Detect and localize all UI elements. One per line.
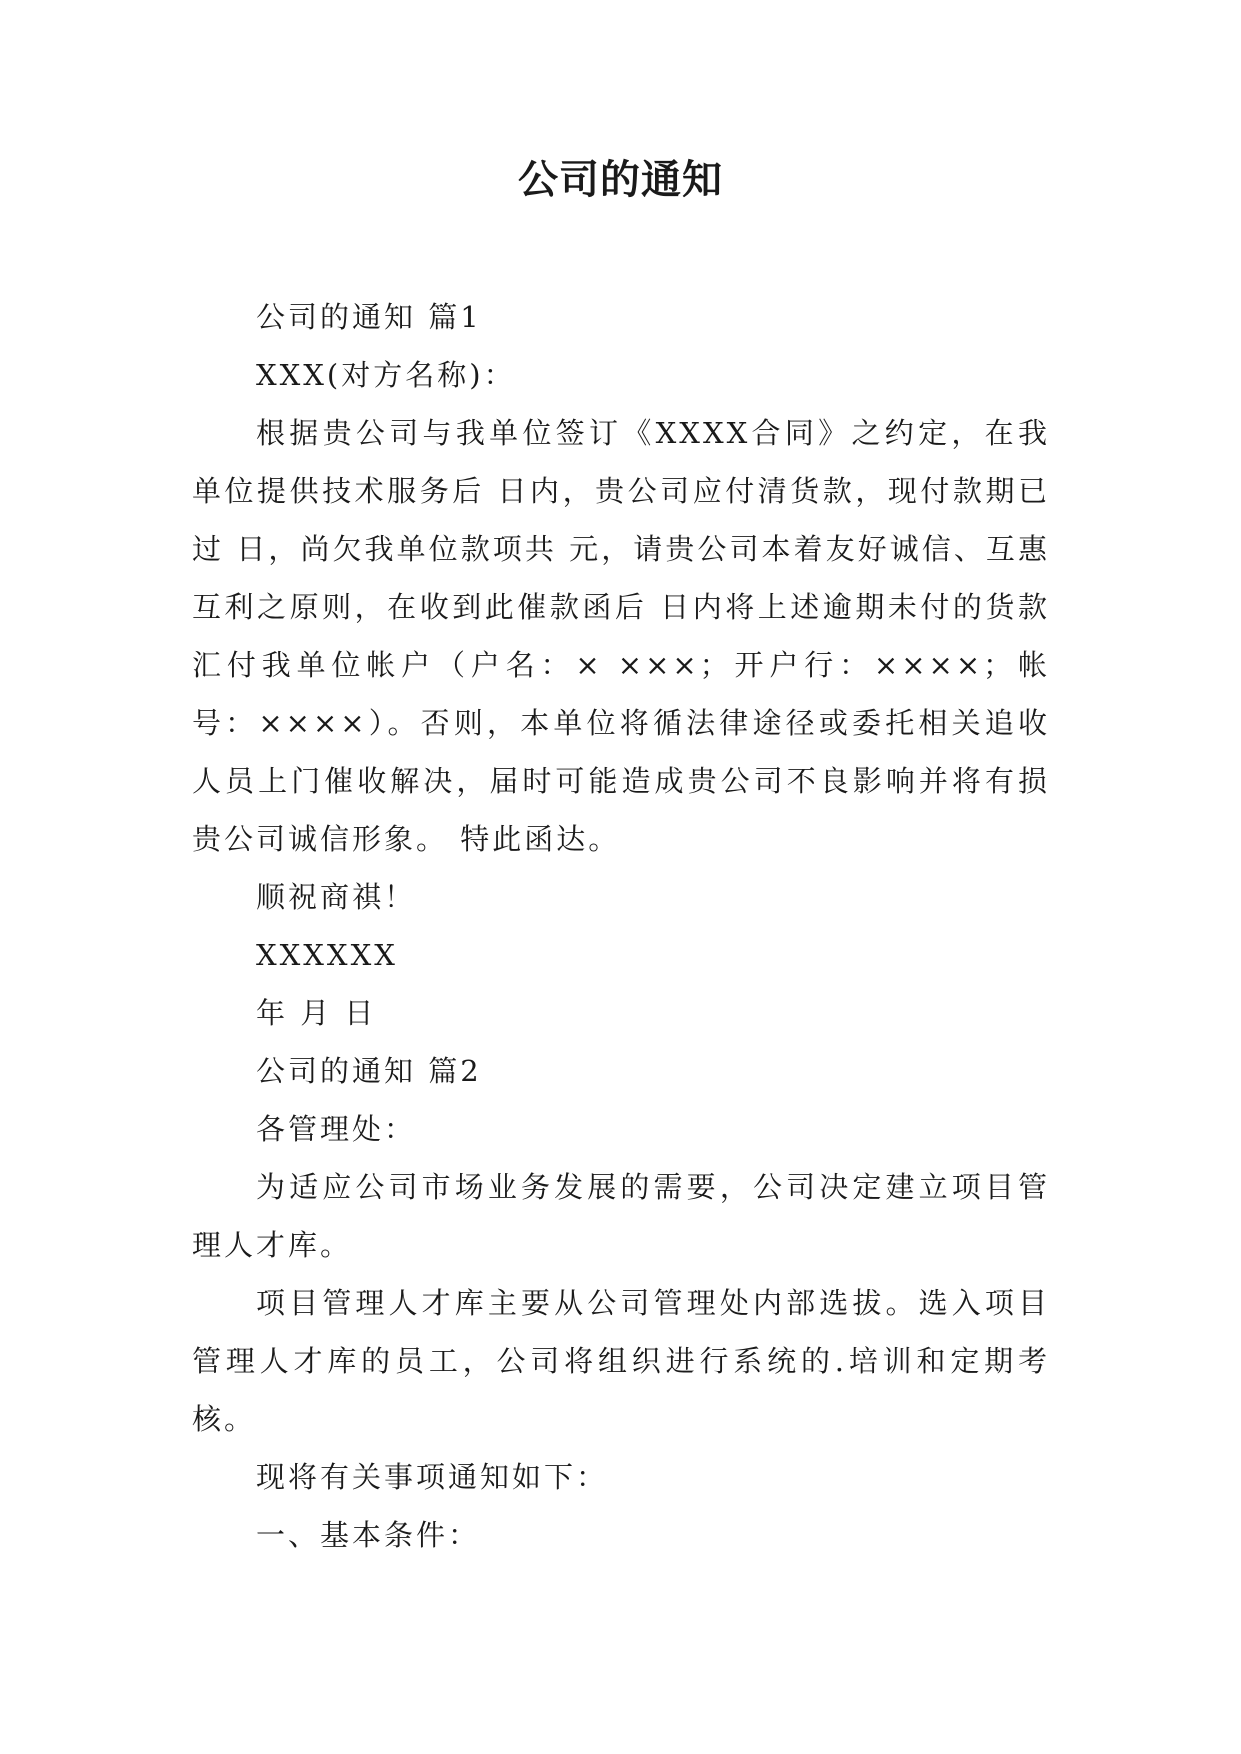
- document-title: 公司的通知: [518, 157, 723, 203]
- salutation: XXX(对方名称)：: [256, 358, 516, 392]
- body-paragraph: 为适应公司市场业务发展的需要，公司决定建立项目管理人才库。: [192, 1170, 1050, 1262]
- salutation: 各管理处：: [256, 1112, 417, 1146]
- signature-line: XXXXXX: [256, 938, 398, 972]
- closing-line: 顺祝商祺！: [256, 880, 417, 914]
- body-paragraph: 根据贵公司与我单位签订《XXXX合同》之约定，在我单位提供技术服务后 日内，贵公司应付清货款，现付款期已过 日，尚欠我单位款项共 元，请贵公司本着友好诚信、互惠互利之原则，在收到此催款函后 日内将上述逾期未付的货款汇付我单位帐户（户名：× ×××；开户行：××××；帐号：××××）。否则，本单位将循法律途径或委托相关追收人员上门催收解决，届时可能造成贵公司不良影响并将有损贵公司诚信形象。 特此函达。: [192, 416, 1050, 856]
- list-heading: 一、基本条件：: [256, 1518, 481, 1552]
- body-paragraph: 现将有关事项通知如下：: [256, 1460, 609, 1494]
- date-line: 年 月 日: [256, 996, 377, 1030]
- body-paragraph: 项目管理人才库主要从公司管理处内部选拔。选入项目管理人才库的员工，公司将组织进行系统的.培训和定期考核。: [192, 1286, 1050, 1436]
- document-body: [192, 288, 1050, 1564]
- section-heading: 公司的通知 篇1: [256, 300, 482, 334]
- section-heading: 公司的通知 篇2: [256, 1054, 482, 1088]
